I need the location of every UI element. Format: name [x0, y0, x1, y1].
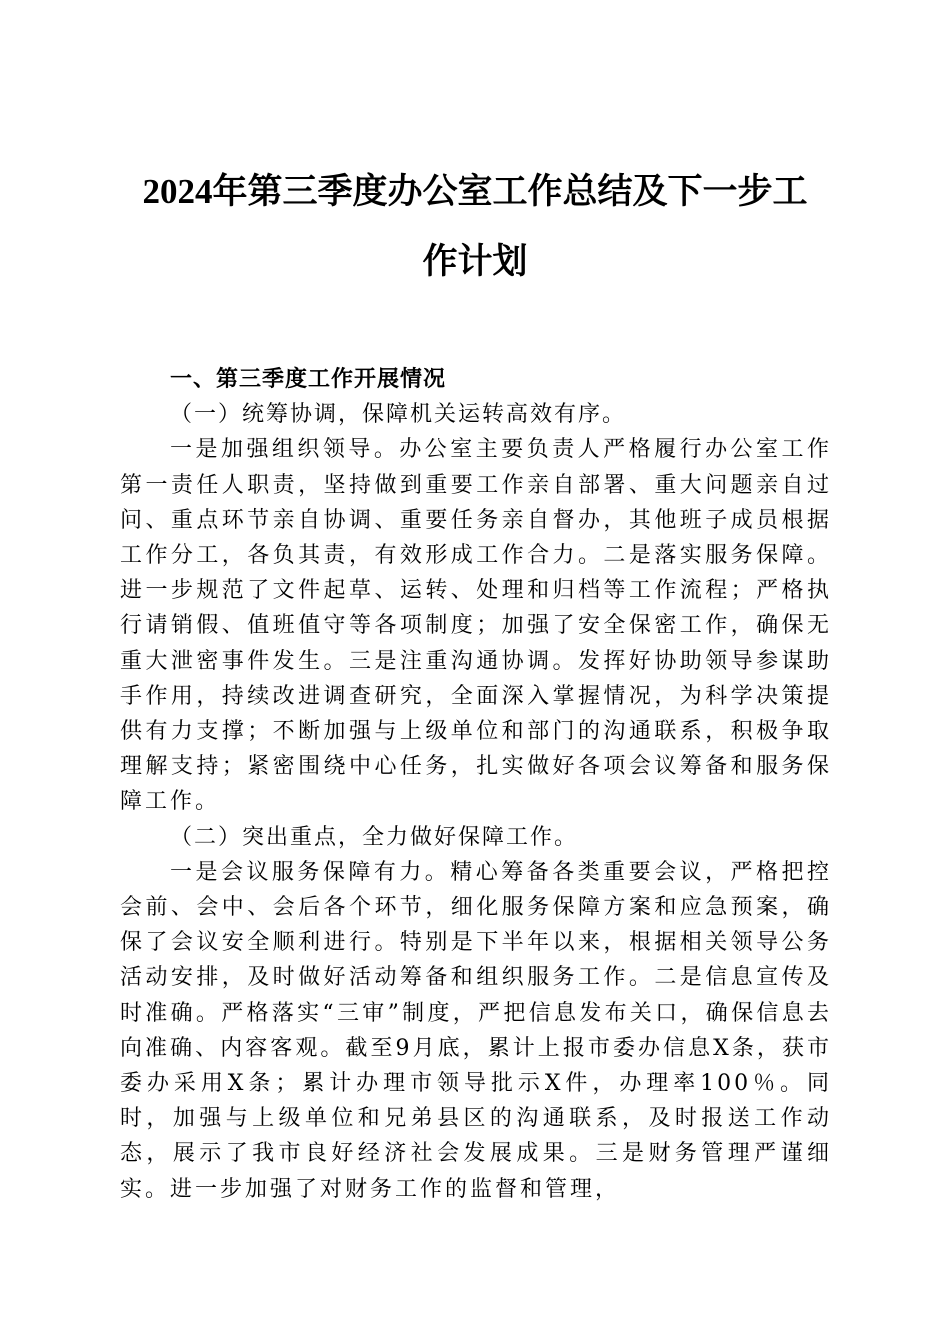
section-1-heading: 一、第三季度工作开展情况: [170, 367, 447, 392]
document-title-line-2: 作计划: [422, 242, 528, 281]
subsection-1-paragraph: 一是加强组织领导。办公室主要负责人严格履行办公室工作第一责任人职责，坚持做到重要工作亲自部署、重大问题亲自过问、重点环节亲自协调、重要任务亲自督办，其他班子成员根据工作分工，各负其责，有效形成工作合力。二是落实服务保障。进一步规范了文件起草、运转、处理和归档等工作流程；严格执行请销假、值班值守等各项制度；加强了安全保密工作，确保无重大泄密事件发生。三是注重沟通协调。发挥好协助领导参谋助手作用，持续改进调查研究，全面深入掌握情况，为科学决策提供有力支撑；不断加强与上级单位和部门的沟通联系，积极争取理解支持；紧密围绕中心任务，扎实做好各项会议筹备和服务保障工作。: [120, 437, 832, 815]
subsection-2-heading: （二）突出重点，全力做好保障工作。: [170, 824, 579, 850]
subsection-2-paragraph: 一是会议服务保障有力。精心筹备各类重要会议，严格把控会前、会中、会后各个环节，细化服务保障方案和应急预案，确保了会议安全顺利进行。特别是下半年以来，根据相关领导公务活动安排，及时做好活动筹备和组织服务工作。二是信息宣传及时准确。严格落实“三审”制度，严把信息发布关口，确保信息去向准确、内容客观。截至9月底，累计上报市委办信息X条，获市委办采用X条；累计办理市领导批示X件，办理率100％。同时，加强与上级单位和兄弟县区的沟通联系，及时报送工作动态，展示了我市良好经济社会发展成果。三是财务管理严谨细实。进一步加强了对财务工作的监督和管理，: [120, 859, 832, 1202]
document-body: [120, 362, 832, 1207]
subsection-1-heading: （一）统筹协调，保障机关运转高效有序。: [170, 402, 627, 428]
document-title-line-1: 2024年第三季度办公室工作总结及下一步工: [142, 172, 808, 211]
